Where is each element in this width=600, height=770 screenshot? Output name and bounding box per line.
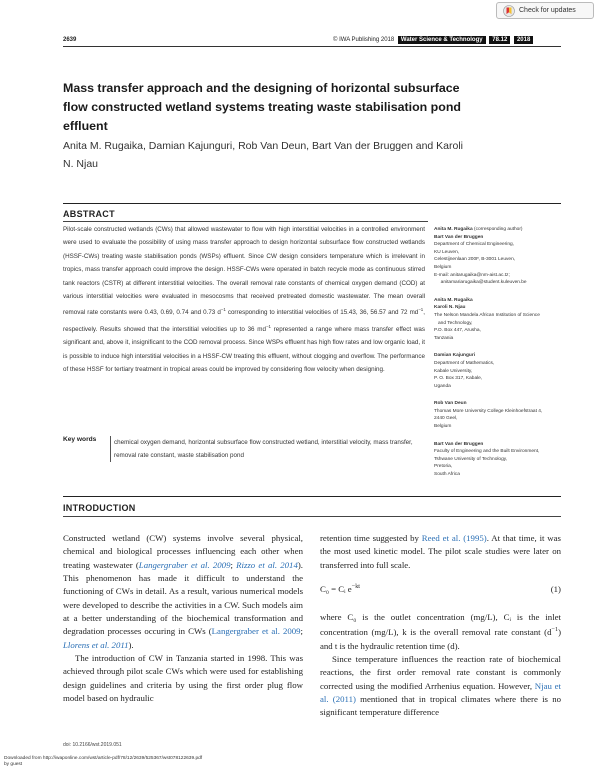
volume-issue: 78.12 <box>489 36 510 44</box>
paragraph: Constructed wetland (CW) systems involve several physical, chemical and biological processes influencing each other when treating wastewater (Langergraber et al. 2009; Rizzo et al. 2014). This phenomenon has made it difficult to understand the functioning of CWs in detail. As a result, various numerical models were developed to describe the activities in a CW. Such models aim at a better understanding of the biochemical transformation and degradation processes occuring in CWs (Langergraber et al. 2009; Llorens et al. 2011). <box>63 533 303 650</box>
publisher: © IWA Publishing 2018 <box>333 37 395 43</box>
citation-link[interactable]: Llorens et al. 2011 <box>63 639 129 650</box>
abstract-rule <box>63 221 428 222</box>
journal-name[interactable]: Water Science & Technology <box>398 36 486 44</box>
equation-1: C₀ = Cᵢ $e^{-kt}$ (1) <box>320 584 561 594</box>
crossmark-icon <box>503 5 515 17</box>
doi[interactable]: doi: 10.2166/wst.2019.051 <box>63 742 122 748</box>
keywords-label: Key words <box>63 436 97 443</box>
equation-number: (1) <box>550 584 561 594</box>
affiliations <box>434 226 562 489</box>
keywords: chemical oxygen demand, horizontal subsurface flow constructed wetland, interstitial velocity, mass transfer, removal rate constant, waste stabilisation pond <box>110 436 432 462</box>
abstract-top-rule <box>63 203 561 204</box>
page-number: 2639 <box>63 37 77 43</box>
affiliation-block: Anita M. Rugaika (corresponding author) Bart Van der Bruggen Department of Chemical Engineering, KU Leuven, Celestijnenlaan 200F, B-3001 Leuven, Belgium E-mail: anitarugaika@nm-aist.ac.tz; anitamariarugaika@student.kuleuven.be <box>434 226 562 287</box>
introduction-top-rule <box>63 496 561 497</box>
intro-right-column: retention time suggested by Reed et al. (1995). At that time, it was the most used kinetic model. The pilot scale studies were later on transferred into full scale. <box>320 533 561 570</box>
check-for-updates-button[interactable] <box>496 2 594 19</box>
email-link[interactable]: E-mail: anitarugaika@nm-aist.ac.tz; <box>434 272 510 278</box>
introduction-rule <box>63 516 561 517</box>
citation-link[interactable]: Rizzo et al. 2014 <box>236 559 298 570</box>
abstract-heading: ABSTRACT <box>63 209 115 219</box>
citation-link[interactable]: Njau et al. (2011) <box>320 680 561 704</box>
citation-link[interactable]: Langergraber et al. 2009 <box>211 626 301 637</box>
intro-right-column-cont <box>320 611 561 720</box>
abstract-text: Pilot-scale constructed wetlands (CWs) that allowed wastewater to flow with high interstitial velocities in a controlled environment were used to evaluate the possibility of using mass transfer approach to design horizontal subsurface flow constructed wetlands (HSSF-CWs) treating waste stabilisation ponds (WSPs) effluent. Since CW design considers temperature which is irrelevant in tropics, mass transfer approach could improve the design. HSSF-CWs were operated in batch recycle mode as continuous stirred tank reactors (CSTR) at different interstitial velocities. The overall removal rate constants of chemical oxygen demand (COD) at various interstitial velocities were evaluated in mesocosms that received pretreated domestic wastewater. The mean overall removal rate constants were 0.43, 0.69, 0.74 and 0.73 $d^{-1}$ corresponding to interstitial velocities of 15.43, 36, 56.57 and 72 $md^{-1}$, respectively. Results showed that the interstitial velocities up to 36 $md^{-1}$ represented a range where mass transfer effect was significant and, above it, insignificant to the COD removal process. Since WSPs effluent has high flow rates and low organic load, it is possible to induce high interstitial velocities in a HSSF-CW treating this effluent, without clogging and overflow. The performance of these HSSF for tertiary treatment in tropical areas could be improved by considering flow velocity when designing. <box>63 226 425 374</box>
affiliation-block: Damian Kajunguri Department of Mathematics, Kabale University, P. O. Box 317, Kabale, Uganda <box>434 353 495 389</box>
citation-link[interactable]: Langergraber et al. 2009 <box>138 559 231 570</box>
paragraph: Since temperature influences the reaction rate of biochemical reactions, the first order removal rate constant is commonly corrected using the modified Arrhenius equation. However, Njau et al. (2011) mentioned that in tropical climates where there is no significant temperature difference <box>320 653 562 718</box>
introduction-heading: INTRODUCTION <box>63 503 136 513</box>
affiliation-block: Bart Van der Bruggen Faculty of Engineering and the Built Environment, Tshwane University of Technology, Pretoria, South Africa <box>434 441 540 478</box>
header-divider <box>63 46 561 47</box>
download-note: Downloaded from http://iwaponline.com/wst/article-pdf/78/12/2639/525367/wst078122639.pdf by guest <box>4 756 203 767</box>
citation-link[interactable]: Reed et al. (1995) <box>421 533 487 543</box>
affiliation-block: Rob Van Deun Thomas More University College Kleinhoefstraat 4, 2440 Geel, Belgium <box>434 401 543 430</box>
check-for-updates-label: Check for updates <box>519 7 576 14</box>
journal-year: 2018 <box>514 36 533 44</box>
intro-left-column <box>63 532 303 705</box>
affiliation-block: Anita M. Rugaika Karoli N. Njau The Nelson Mandela African Institution of Science and Technology, P.O. Box 447, Arusha, Tanzania <box>434 297 540 341</box>
article-title: Mass transfer approach and the designing of horizontal subsurface flow constructed wetland systems treating waste stabilisation pond effluent <box>63 81 461 133</box>
journal-header <box>333 37 533 43</box>
article-authors: Anita M. Rugaika, Damian Kajunguri, Rob Van Deun, Bart Van der Bruggen and Karoli N. Njau <box>63 140 464 170</box>
paragraph: The introduction of CW in Tanzania started in 1998. This was achieved through pilot scale CWs which were used for establishing design guidelines and criteria by using the first order plug flow model based on hydraulic <box>63 653 303 704</box>
paragraph: where C₀ is the outlet concentration (mg/L), Cᵢ is the inlet concentration (mg/L), k is the overall removal rate constant $(d^{-1})$ and t is the hydraulic retention time (d). <box>320 612 561 651</box>
